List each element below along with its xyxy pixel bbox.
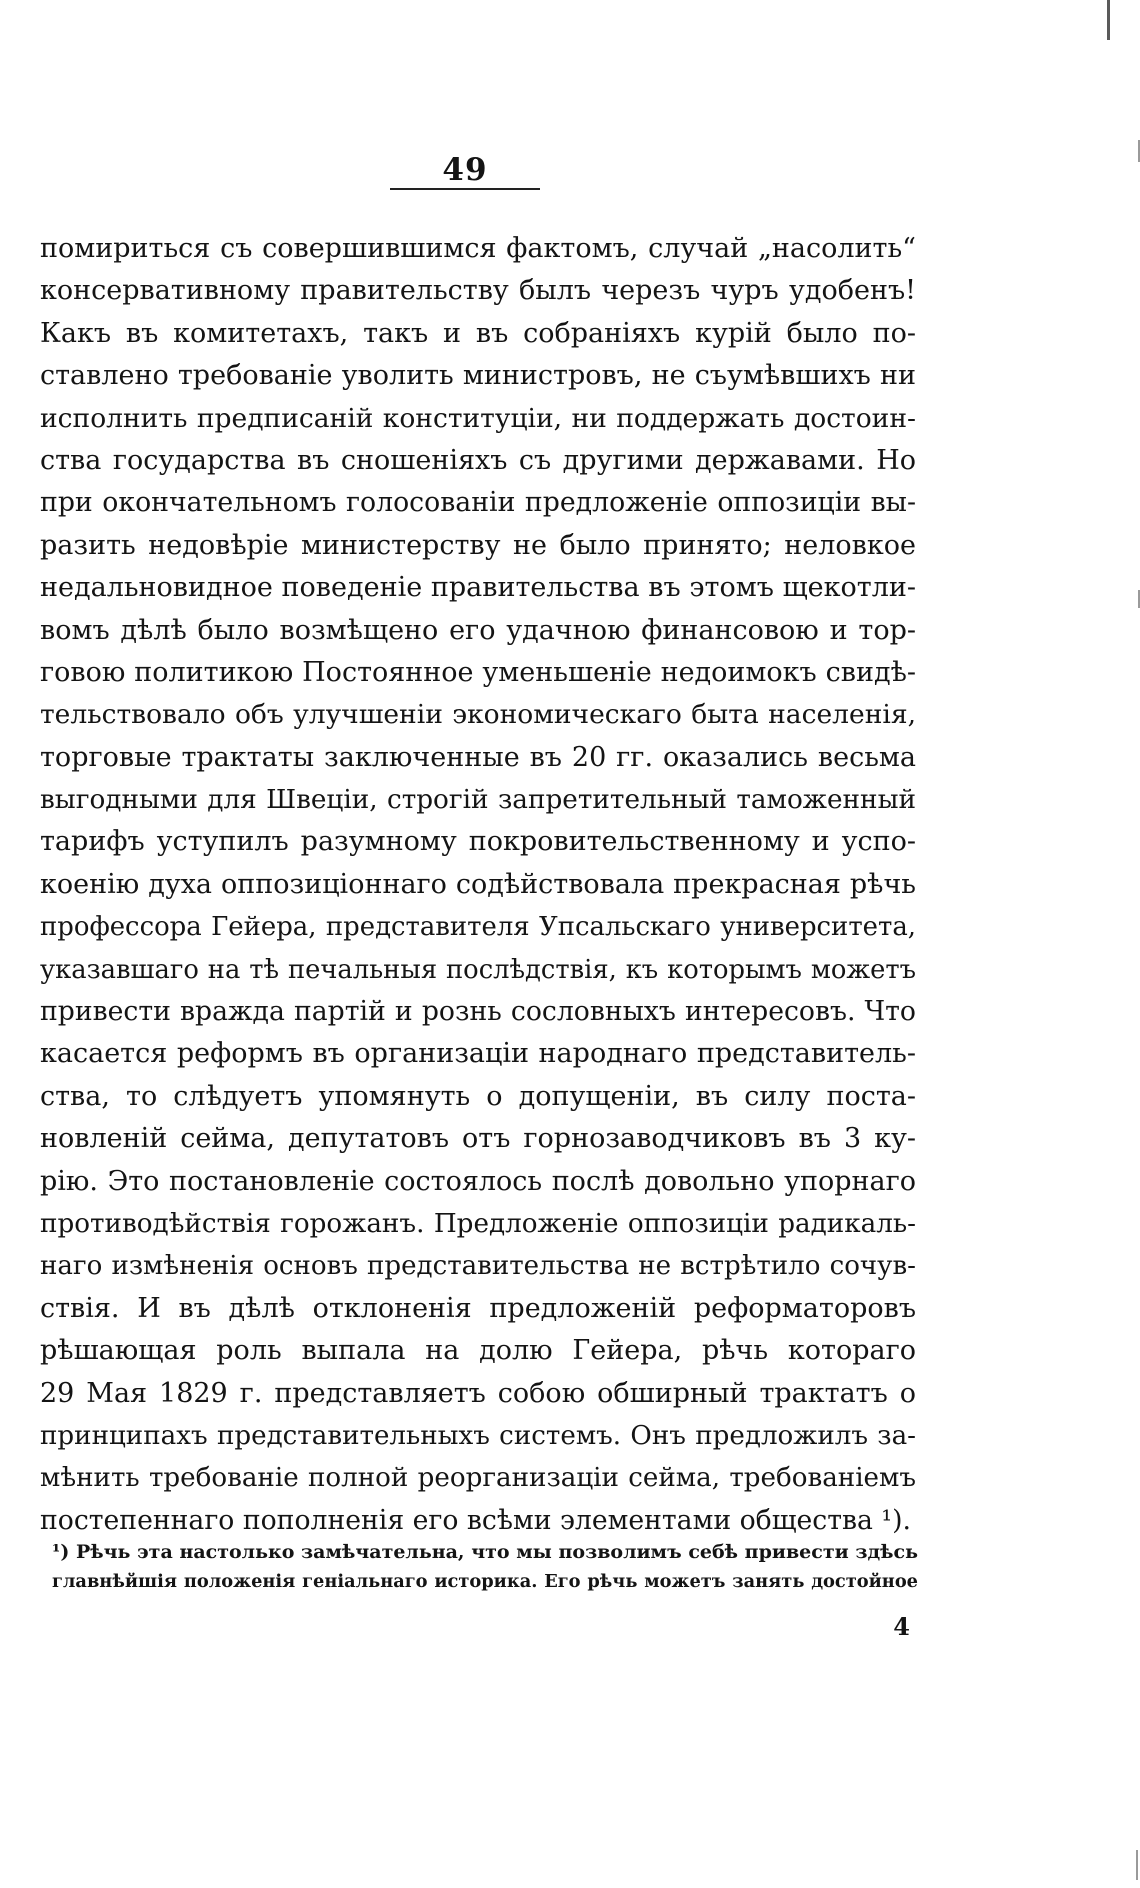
text-line: исполнить предписаній конституціи, ни поддержать достоин- xyxy=(40,402,916,434)
page-number: 49 xyxy=(442,152,488,188)
text-line: при окончательномъ голосованіи предложеніе оппозиціи вы- xyxy=(40,487,916,519)
text-line: Какъ въ комитетахъ, такъ и въ собраніяхъ курій было по- xyxy=(40,317,916,349)
text-line: коенію духа оппозиціоннаго содѣйствовала прекрасная рѣчь xyxy=(40,868,916,900)
text-line: торговые трактаты заключенные въ 20 гг. оказались весьма xyxy=(40,741,916,773)
text-line: ства государства въ сношеніяхъ съ другими державами. Но xyxy=(40,444,916,476)
text-line: новленій сейма, депутатовъ отъ горнозаводчиковъ въ 3 ку- xyxy=(40,1123,916,1155)
footnote-line: ¹) Рѣчь эта настолько замѣчательна, что мы позволимъ себѣ привести здѣсь xyxy=(52,1541,918,1563)
text-line: тельствовало объ улучшеніи экономическаго быта населенія, xyxy=(40,699,916,731)
scan-edge-mark xyxy=(1136,1850,1138,1880)
text-line: вомъ дѣлѣ было возмѣщено его удачною финансовою и тор- xyxy=(40,614,916,646)
text-line: ства, то слѣдуетъ упомянуть о допущеніи, въ силу поста- xyxy=(40,1080,916,1112)
text-line: указавшаго на тѣ печальныя послѣдствія, къ которымъ можетъ xyxy=(40,954,916,985)
signature-mark: 4 xyxy=(893,1612,910,1641)
body-text xyxy=(40,228,916,1542)
text-line: тарифъ уступилъ разумному покровительственному и успо- xyxy=(40,826,916,858)
text-line: постепеннаго пополненія его всѣми элементами общества ¹). xyxy=(40,1504,911,1536)
footnote xyxy=(52,1537,918,1597)
text-line: мѣнить требованіе полной реорганизаціи сейма, требованіемъ xyxy=(40,1463,916,1494)
text-line: говою политикою Постоянное уменьшеніе недоимокъ свидѣ- xyxy=(40,656,916,688)
text-line: привести вражда партій и рознь сословныхъ интересовъ. Что xyxy=(40,996,916,1028)
text-line: разить недовѣріе министерству не было принято; неловкое xyxy=(40,529,916,561)
text-line: ставлено требованіе уволить министровъ, не съумѣвшихъ ни xyxy=(40,360,916,392)
text-line: касается реформъ въ организаціи народнаго представитель- xyxy=(40,1038,916,1070)
text-line: выгодными для Швеціи, строгій запретительный таможенный xyxy=(40,785,916,816)
text-line: принципахъ представительныхъ системъ. Онъ предложилъ за- xyxy=(40,1420,916,1451)
text-line: недальновидное поведеніе правительства въ этомъ щекотли- xyxy=(40,572,916,604)
text-line: рію. Это постановленіе состоялось послѣ довольно упорнаго xyxy=(40,1165,916,1197)
footnote-line: главнѣйшія положенія геніальнаго историка. Его рѣчь можетъ занять достойное xyxy=(52,1571,918,1592)
text-line: наго измѣненія основъ представительства не встрѣтило сочув- xyxy=(40,1251,916,1282)
page-edge-rule xyxy=(1107,0,1110,40)
page-number-rule xyxy=(390,188,540,190)
text-line: 29 Мая 1829 г. представляетъ собою обширный трактатъ о xyxy=(40,1377,916,1409)
text-line: противодѣйствія горожанъ. Предложеніе оппозиціи радикаль- xyxy=(40,1208,916,1239)
text-line: ствія. И въ дѣлѣ отклоненія предложеній реформаторовъ xyxy=(40,1292,916,1324)
text-line: профессора Гейера, представителя Упсальскаго университета, xyxy=(40,912,916,943)
text-line: рѣшающая роль выпала на долю Гейера, рѣчь котораго xyxy=(40,1335,916,1367)
text-line: помириться съ совершившимся фактомъ, случай „насолить“ xyxy=(40,233,916,264)
text-line: консервативному правительству былъ черезъ чуръ удобенъ! xyxy=(40,275,916,307)
